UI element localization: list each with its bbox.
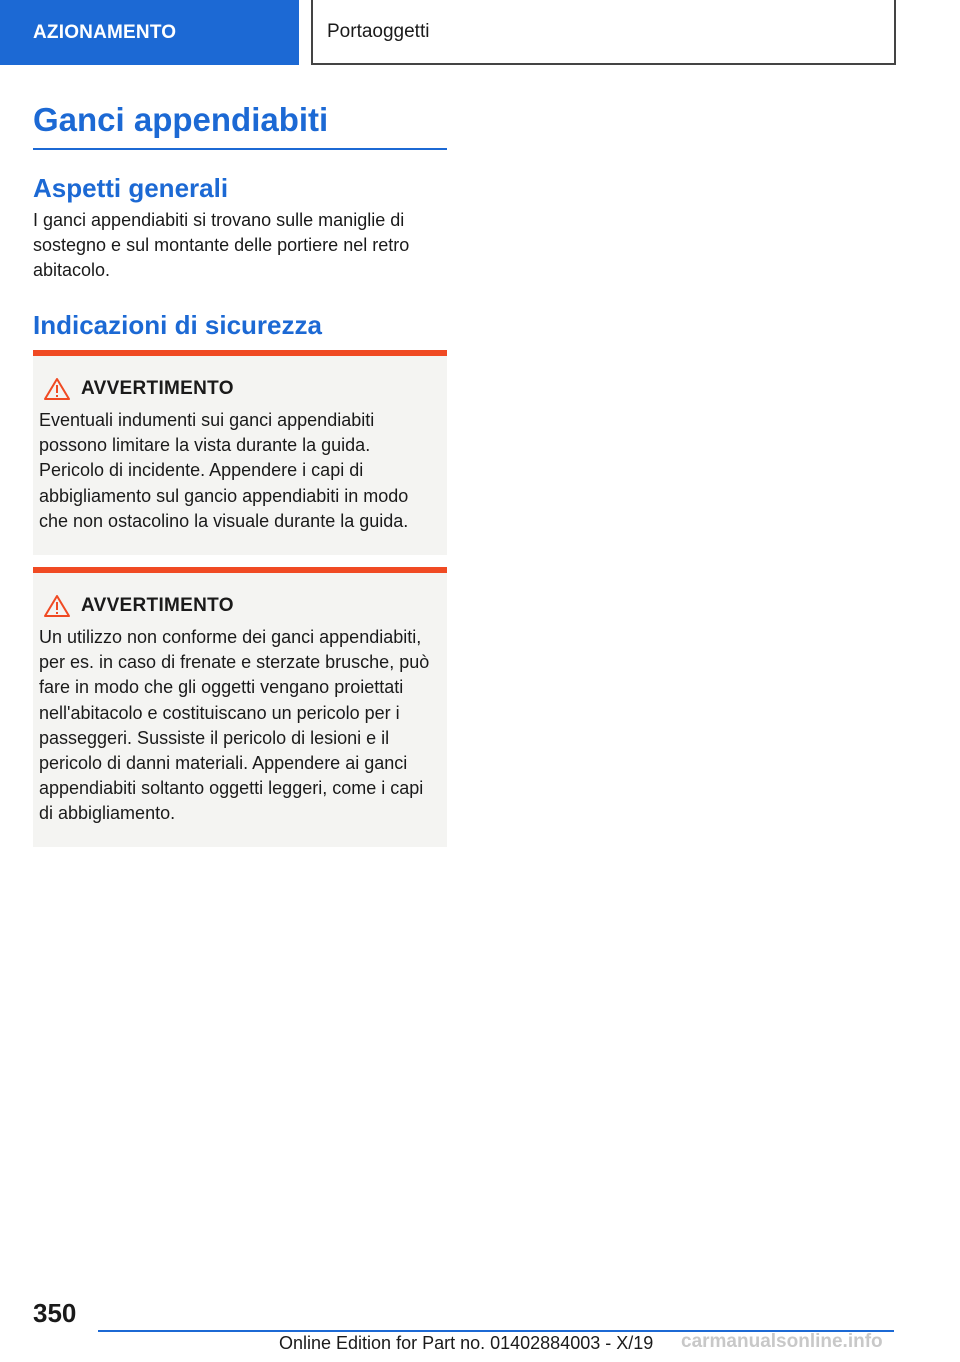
safety-heading: Indicazioni di sicurezza bbox=[33, 310, 322, 340]
warning-box-1 bbox=[33, 350, 447, 555]
warning-triangle-icon bbox=[43, 377, 71, 401]
page-title: Ganci appendiabiti bbox=[33, 100, 447, 150]
section-label: Portaoggetti bbox=[327, 20, 430, 42]
warning-box-2 bbox=[33, 567, 447, 847]
warning-text: Eventuali indumenti sui ganci appendiabiti possono limitare la vista durante la guida. Pericolo di incidente. Appendere i capi di abbigliamento sul gancio appendiabiti in modo che non ostacolino la visuale durante la guida. bbox=[39, 410, 409, 531]
page-number: 350 bbox=[33, 1298, 77, 1328]
section-header bbox=[311, 0, 896, 65]
warning-header bbox=[39, 374, 437, 404]
warning-title: AVVERTIMENTO bbox=[81, 378, 234, 399]
footer-edition: Online Edition for Part no. 01402884003 - X/19 bbox=[279, 1333, 654, 1353]
warning-header bbox=[39, 591, 437, 621]
general-heading: Aspetti generali bbox=[33, 173, 229, 203]
warning-text: Un utilizzo non conforme dei ganci appendiabiti, per es. in caso di frenate e sterzate brusche, può fare in modo che gli oggetti vengano proiettati nell'abitacolo e costituiscano un pericolo per i passeggeri. Sussiste il pericolo di lesioni e il pericolo di danni materiali. Appendere ai ganci appendiabiti soltanto oggetti leggeri, come i capi di abbigliamento. bbox=[39, 627, 430, 824]
watermark: carmanualsonline.info bbox=[681, 1331, 883, 1352]
chapter-tab bbox=[0, 0, 299, 65]
warning-triangle-icon bbox=[43, 594, 71, 618]
warning-title: AVVERTIMENTO bbox=[81, 595, 234, 616]
general-text: I ganci appendiabiti si trovano sulle maniglie di sostegno e sul montante delle portiere nel retro abitacolo. bbox=[33, 210, 410, 280]
chapter-label: AZIONAMENTO bbox=[33, 21, 177, 43]
